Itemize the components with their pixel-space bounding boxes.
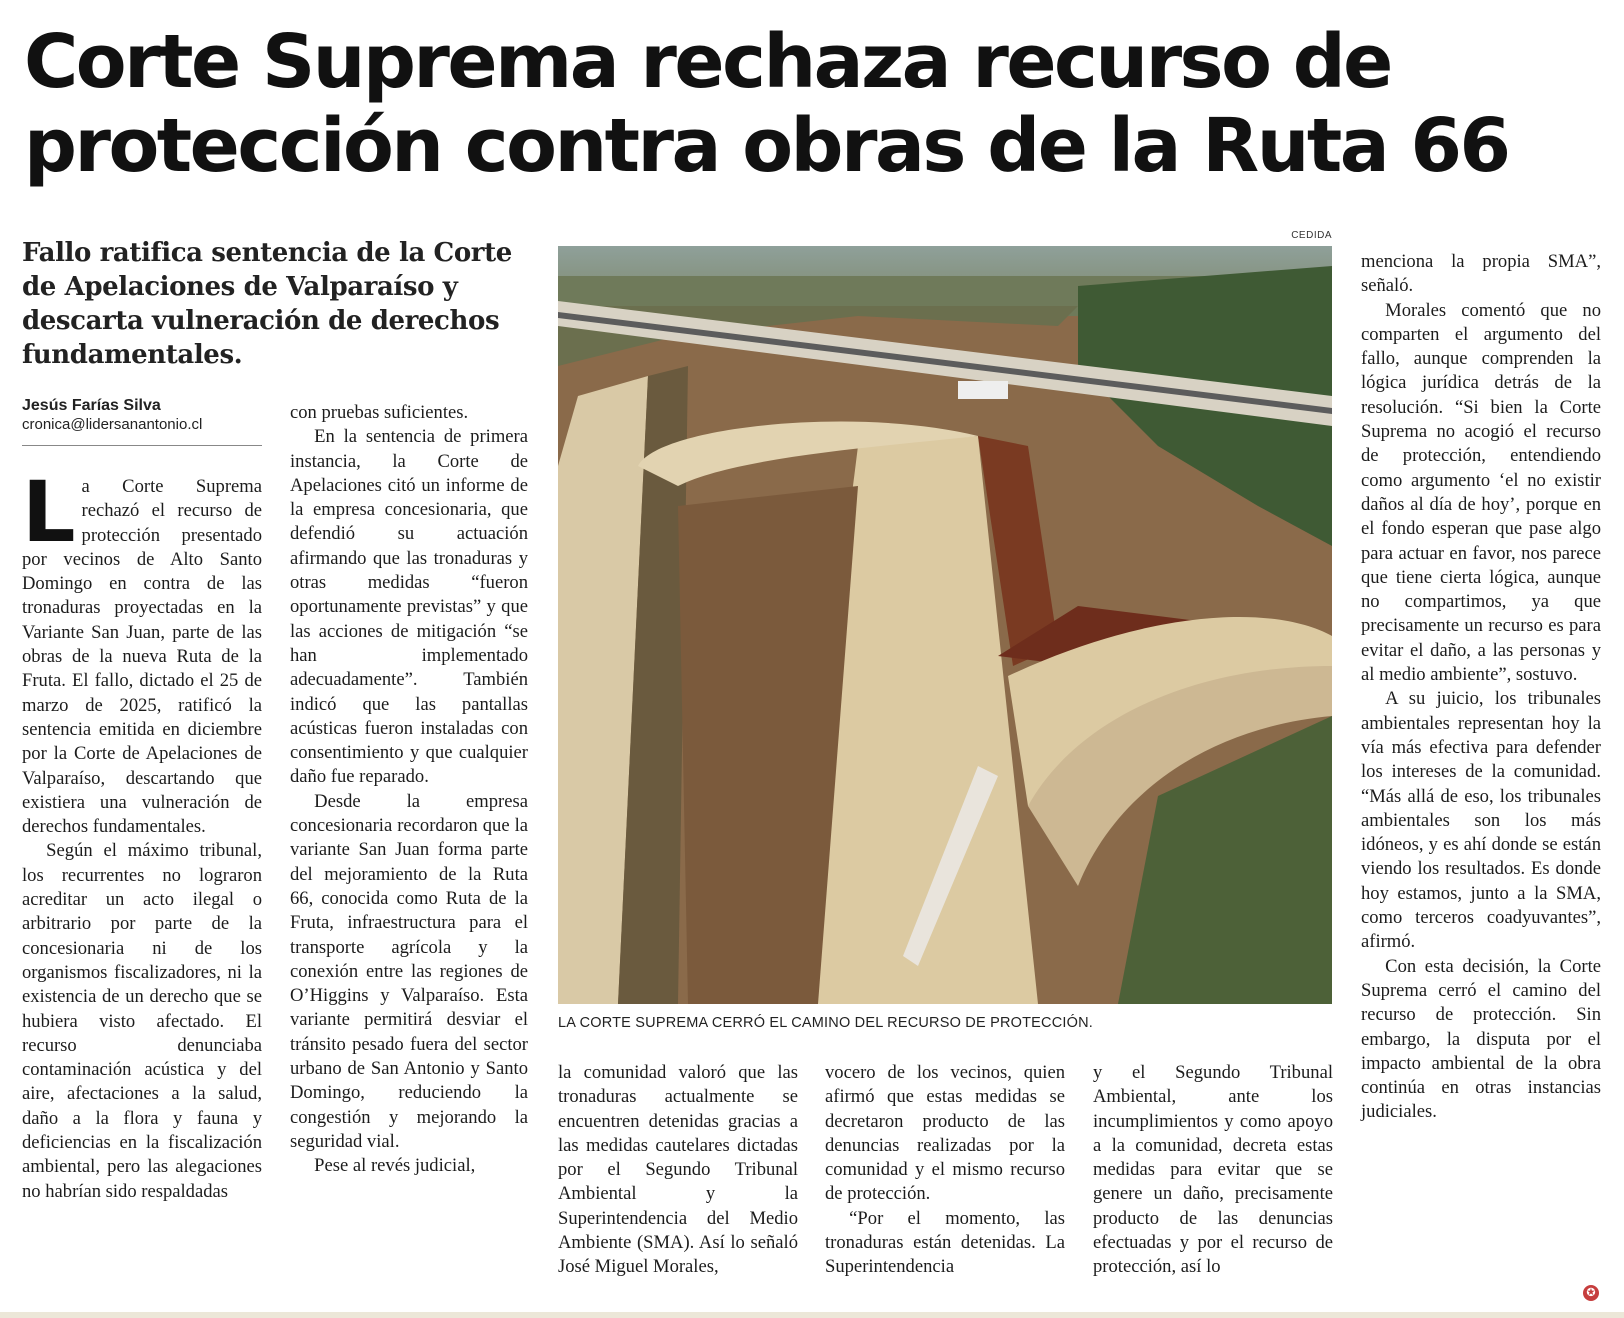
page-bottom-strip [0, 1312, 1624, 1318]
paragraph: “Por el momento, las tronaduras están detenidas. La Superintendencia [825, 1207, 1065, 1278]
paragraph: Pese al revés judicial, [314, 1155, 476, 1177]
paragraph-text: a Corte Suprema rechazó el recurso de protección presentado por vecinos de Alto Santo Domingo en contra de las tronaduras proyectadas en la Variante San Juan, parte de las obras de la nueva Ruta de la Fruta. El fallo, dictado el 25 de marzo de 2025, ratificó la sentencia emitida en diciembre por la Corte de Apelaciones de Valparaíso, descartando que existiera una vulneración de derechos fundamentales. [22, 476, 262, 838]
body-column-4 [825, 1061, 1065, 1280]
byline-author: Jesús Farías Silva [22, 397, 161, 414]
paragraph: Morales comentó que no comparten el argumento del fallo, aunque comprenden la lógica jurídica detrás de la resolución. “Si bien la Corte Suprema no acogió el recurso de protección, entendiendo como argumento ‘el no existir daños al día de hoy’, porque en el fondo esperan que pase algo para actuar en favor, nos parece que tiene cierta lógica, aunque no compartimos, ya que precisamente un recurso es para evitar el daño, a las personas y al medio ambiente”, sostuvo. [1361, 299, 1601, 686]
paragraph: A su juicio, los tribunales ambientales representan hoy la vía más efectiva para defender los intereses de la comunidad. “Más allá de eso, los tribunales ambientales son los más idóneos, y es ahí donde se están viendo los resultados. Es donde hoy estamos, junto a la SMA, como terceros coadyuvantes”, afirmó. [1361, 688, 1601, 953]
byline-email[interactable]: cronica@lidersanantonio.cl [22, 416, 203, 433]
paragraph: menciona la propia SMA”, señaló. [1361, 251, 1601, 297]
paragraph: y el Segundo Tribunal Ambiental, ante los incumplimientos y como apoyo a la comunidad, decreta estas medidas para evitar que se genere un daño, precisamente producto de las denuncias efectuadas y por el recurso de protección, así lo [1093, 1062, 1333, 1278]
photo-caption: LA CORTE SUPREMA CERRÓ EL CAMINO DEL RECURSO DE PROTECCIÓN. [558, 1015, 1093, 1031]
article-end-icon: ✪ [1583, 1285, 1599, 1301]
body-column-1 [22, 463, 262, 1204]
paragraph: con pruebas suficientes. [290, 402, 469, 423]
paragraph: Según el máximo tribunal, los recurrentes no lograron acreditar un acto ilegal o arbitrario por parte de la concesionaria ni de los organismos fiscalizadores, ni la existencia de un derecho que se hubiera visto afectado. El recurso denunciaba contaminación acústica y del aire, afectaciones a la salud, daño a la flora y fauna y deficiencias en la fiscalización ambiental, pero las alegaciones no habrían sido respaldadas [22, 840, 262, 1202]
body-column-2 [290, 401, 528, 1179]
paragraph: Con esta decisión, la Corte Suprema cerró el camino del recurso de protección. Sin embargo, la disputa por el impacto ambiental de la obra continúa en otras instancias judiciales. [1361, 955, 1601, 1123]
paragraph: la comunidad valoró que las tronaduras actualmente se encuentren detenidas gracias a las medidas cautelares dictadas por el Segundo Tribunal Ambiental y la Superintendencia del Medio Ambiente (SMA). Así lo señaló José Miguel Morales, [558, 1062, 798, 1278]
headline: Corte Suprema rechaza recurso de protección contra obras de la Ruta 66 [24, 19, 1509, 189]
body-column-3 [558, 1061, 798, 1280]
aerial-photo-road-works [558, 246, 1332, 1004]
aerial-photo-illustration [558, 246, 1332, 1004]
drop-cap: L [22, 463, 76, 561]
paragraph: vocero de los vecinos, quien afirmó que estas medidas se decretaron producto de las denuncias realizadas por la comunidad y el mismo recurso de protección. [825, 1062, 1065, 1205]
photo-credit: CEDIDA [1291, 230, 1332, 241]
paragraph: En la sentencia de primera instancia, la Corte de Apelaciones citó un informe de la empresa concesionaria, que defendió su actuación afirmando que las tronaduras y otras medidas “fueron oportunamente previstas” y que las acciones de mitigación “se han implementado adecuadamente”. También indicó que las pantallas acústicas fueron instaladas con consentimiento y que cualquier daño fue reparado. [290, 426, 528, 788]
byline [22, 396, 262, 434]
deck-subtitle: Fallo ratifica sentencia de la Corte de Apelaciones de Valparaíso y descarta vulneración de derechos fundamentales. [22, 238, 512, 370]
paragraph [22, 463, 262, 839]
paragraph: Desde la empresa concesionaria recordaron que la variante San Juan forma parte del mejoramiento de la Ruta 66, conocida como Ruta de la Fruta, infraestructura para el transporte agrícola y la conexión entre las regiones de O’Higgins y Valparaíso. Esta variante permitirá desviar el tránsito pesado fuera del sector urbano de San Antonio y Santo Domingo, reduciendo la congestión y mejorando la seguridad vial. [290, 790, 528, 1152]
body-column-5 [1093, 1061, 1333, 1280]
byline-divider [22, 445, 262, 446]
body-column-6 [1361, 250, 1601, 1125]
